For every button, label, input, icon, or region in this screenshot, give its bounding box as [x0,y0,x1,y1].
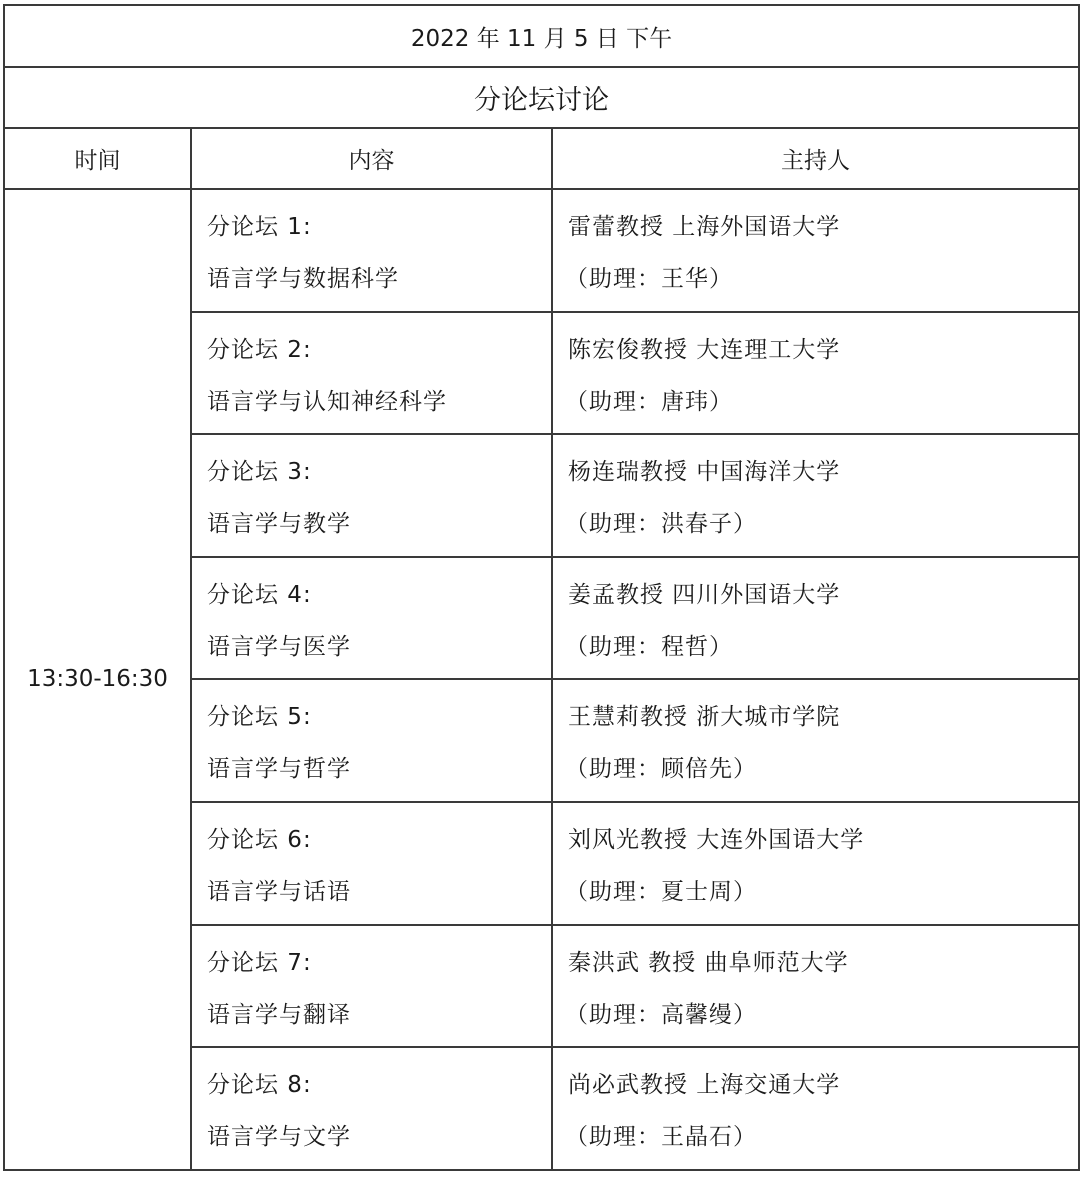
assistant-name: （助理：顾倍先） [565,756,757,783]
host-cell [552,802,1079,925]
content-cell [191,1047,552,1170]
host-name: 秦洪武 教授 曲阜师范大学 [568,949,849,976]
content-cell [191,679,552,802]
host-cell [552,189,1079,312]
host-name: 姜孟教授 四川外国语大学 [568,581,841,608]
forum-number: 分论坛 5: [207,704,312,731]
assistant-name: （助理：洪春子） [565,511,757,538]
forum-topic: 语言学与文学 [207,1124,351,1151]
forum-number: 分论坛 7: [207,949,312,976]
forum-topic: 语言学与翻译 [207,1001,351,1028]
host-name: 王慧莉教授 浙大城市学院 [568,704,841,731]
host-cell [552,557,1079,680]
forum-number: 分论坛 8: [207,1072,312,1099]
time-cell: 13:30-16:30 [4,189,191,1170]
forum-number: 分论坛 1: [207,214,312,240]
content-cell [191,557,552,680]
forum-number: 分论坛 2: [207,336,312,363]
host-cell [552,925,1079,1048]
section-title: 分论坛讨论 [4,67,1079,128]
assistant-name: （助理：唐玮） [565,388,733,415]
host-name: 杨连瑞教授 中国海洋大学 [568,459,841,486]
forum-topic: 语言学与哲学 [207,756,351,783]
column-header-host: 主持人 [552,128,1079,189]
host-name: 刘风光教授 大连外国语大学 [568,826,865,853]
assistant-name: （助理：高馨缦） [565,1001,757,1028]
host-name: 尚必武教授 上海交通大学 [568,1072,841,1099]
table-row [4,189,1079,312]
column-header-time: 时间 [4,128,191,189]
column-header-content: 内容 [191,128,552,189]
host-cell [552,312,1079,435]
content-cell [191,925,552,1048]
content-cell [191,434,552,557]
content-cell [191,802,552,925]
forum-topic: 语言学与医学 [207,633,351,660]
assistant-name: （助理：夏士周） [565,878,757,905]
content-cell [191,312,552,435]
forum-number: 分论坛 6: [207,826,312,853]
host-cell [552,1047,1079,1170]
host-name: 雷蕾教授 上海外国语大学 [568,214,841,240]
forum-number: 分论坛 4: [207,581,312,608]
host-name: 陈宏俊教授 大连理工大学 [568,336,841,363]
forum-topic: 语言学与数据科学 [207,266,399,292]
forum-topic: 语言学与教学 [207,511,351,538]
date-header: 2022 年 11 月 5 日 下午 [4,5,1079,67]
assistant-name: （助理：程哲） [565,633,733,660]
forum-topic: 语言学与认知神经科学 [207,388,447,415]
assistant-name: （助理：王晶石） [565,1124,757,1151]
content-cell [191,189,552,312]
forum-topic: 语言学与话语 [207,878,351,905]
host-cell [552,434,1079,557]
assistant-name: （助理：王华） [565,266,733,292]
forum-number: 分论坛 3: [207,459,312,486]
forum-schedule-table [3,4,1080,1171]
host-cell [552,679,1079,802]
